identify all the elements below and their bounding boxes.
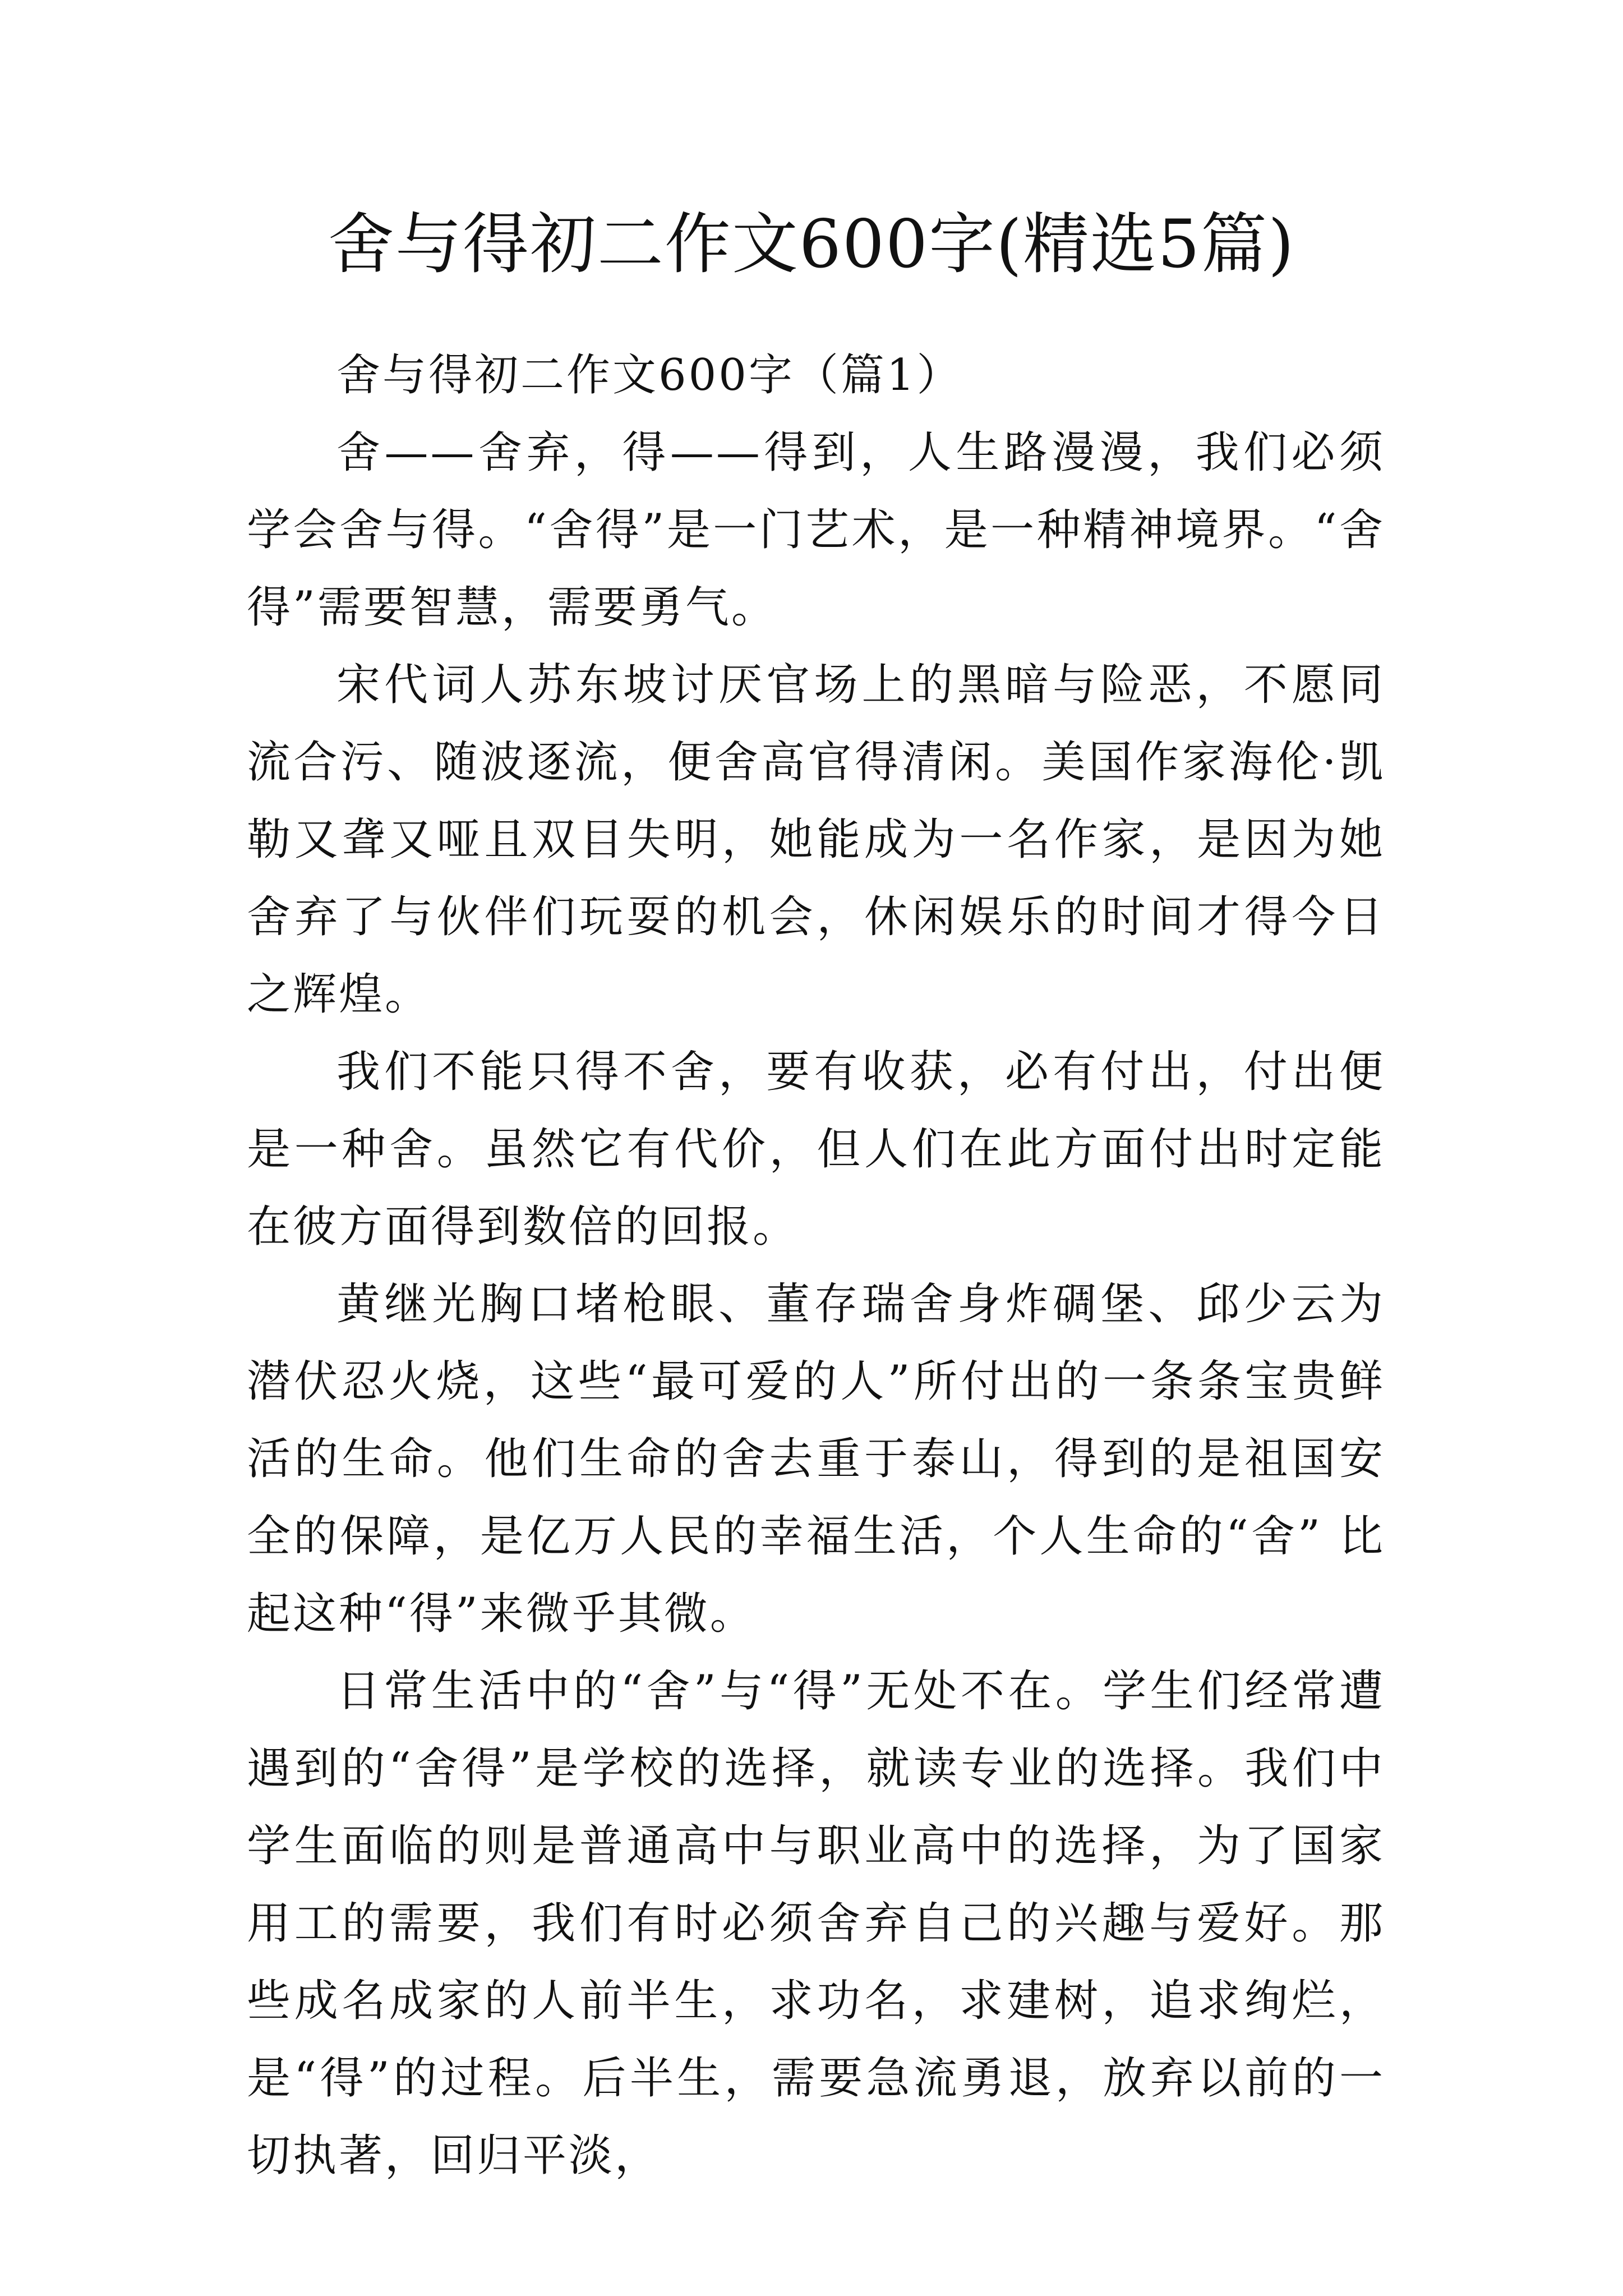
- document-title: 舍与得初二作文600字(精选5篇): [328, 205, 1295, 283]
- document-body: [247, 337, 1385, 2194]
- section-heading: 舍与得初二作文600字（篇1）: [336, 350, 963, 401]
- paragraph: 舍——舍弃，得——得到，人生路漫漫，我们必须学会舍与得。“舍得”是一门艺术，是一种精神境界。“舍得”需要智慧，需要勇气。: [247, 427, 1385, 633]
- paragraph: 宋代词人苏东坡讨厌官场上的黑暗与险恶，不愿同流合污、随波逐流，便舍高官得清闲。美国作家海伦·凯勒又聋又哑且双目失明，她能成为一名作家，是因为她舍弃了与伙伴们玩耍的机会，休闲娱乐的时间才得今日之辉煌。: [247, 660, 1385, 1020]
- paragraph: 黄继光胸口堵枪眼、董存瑞舍身炸碉堡、邱少云为潜伏忍火烧，这些“最可爱的人”所付出的一条条宝贵鲜活的生命。他们生命的舍去重于泰山，得到的是祖国安全的保障，是亿万人民的幸福生活，个人生命的“舍” 比起这种“得”来微乎其微。: [247, 1279, 1385, 1639]
- paragraph: 日常生活中的“舍”与“得”无处不在。学生们经常遭遇到的“舍得”是学校的选择，就读专业的选择。我们中学生面临的则是普通高中与职业高中的选择，为了国家用工的需要，我们有时必须舍弃自己的兴趣与爱好。那些成名成家的人前半生，求功名，求建树，追求绚烂，是“得”的过程。后半生，需要急流勇退，放弃以前的一切执著，回归平淡，: [247, 1666, 1385, 2181]
- paragraph: 我们不能只得不舍，要有收获，必有付出，付出便是一种舍。虽然它有代价，但人们在此方面付出时定能在彼方面得到数倍的回报。: [247, 1047, 1385, 1252]
